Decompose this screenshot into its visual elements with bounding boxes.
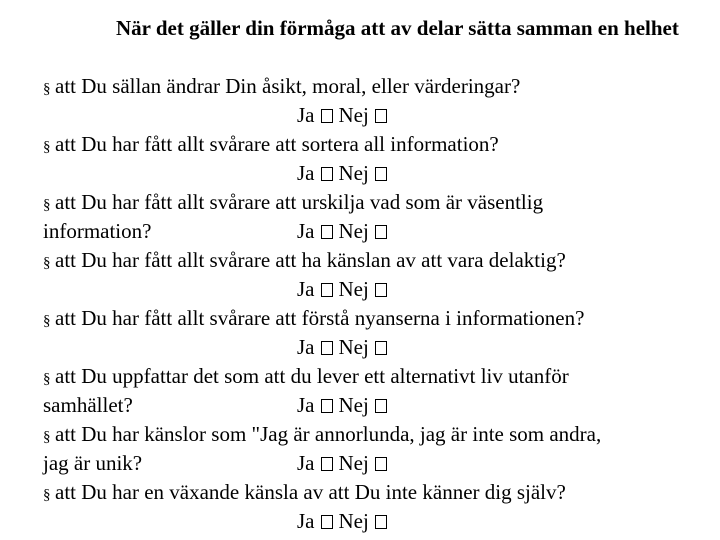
no-checkbox[interactable] [375, 341, 387, 355]
answer-options [297, 449, 393, 478]
yes-checkbox[interactable] [321, 109, 333, 123]
yes-checkbox[interactable] [321, 341, 333, 355]
question-item [43, 304, 713, 362]
answer-options [297, 391, 393, 420]
answer-yes-label: Ja [297, 161, 315, 185]
answer-options [297, 507, 393, 536]
question-text: att Du har känslor som "Jag är annorlunda, jag är inte som andra, [55, 422, 602, 446]
question-item [43, 362, 713, 420]
question-text: att Du har fått allt svårare att urskilja vad som är väsentlig [55, 190, 544, 214]
answer-no-label: Nej [338, 335, 369, 359]
answer-no-label: Nej [338, 451, 369, 475]
bullet-icon: § [43, 139, 51, 155]
question-text-line [43, 362, 713, 391]
question-text-line [43, 420, 713, 449]
answer-yes-label: Ja [297, 451, 315, 475]
bullet-icon: § [43, 197, 51, 213]
question-text-line [43, 478, 713, 507]
answer-line [43, 449, 713, 478]
answer-yes-label: Ja [297, 277, 315, 301]
no-checkbox[interactable] [375, 399, 387, 413]
yes-checkbox[interactable] [321, 457, 333, 471]
no-checkbox[interactable] [375, 283, 387, 297]
question-item [43, 72, 713, 130]
question-text: att Du uppfattar det som att du lever ett alternativt liv utanför [55, 364, 569, 388]
answer-no-label: Nej [338, 161, 369, 185]
answer-no-label: Nej [338, 393, 369, 417]
answer-no-label: Nej [338, 277, 369, 301]
question-text-line [43, 72, 713, 101]
no-checkbox[interactable] [375, 515, 387, 529]
yes-checkbox[interactable] [321, 225, 333, 239]
answer-line [43, 391, 713, 420]
answer-options [297, 217, 393, 246]
question-text-continued: samhället? [43, 393, 133, 417]
question-text: att Du har fått allt svårare att ha känslan av att vara delaktig? [55, 248, 566, 272]
question-item [43, 420, 713, 478]
answer-yes-label: Ja [297, 509, 315, 533]
question-item [43, 246, 713, 304]
answer-line [43, 101, 713, 130]
answer-yes-label: Ja [297, 103, 315, 127]
bullet-icon: § [43, 313, 51, 329]
answer-options [297, 159, 393, 188]
yes-checkbox[interactable] [321, 399, 333, 413]
answer-no-label: Nej [338, 103, 369, 127]
answer-no-label: Nej [338, 219, 369, 243]
no-checkbox[interactable] [375, 457, 387, 471]
question-item [43, 478, 713, 536]
answer-yes-label: Ja [297, 393, 315, 417]
page-title: När det gäller din förmåga att av delar sätta samman en helhet [116, 16, 679, 40]
answer-line [43, 159, 713, 188]
question-text: att Du har fått allt svårare att förstå nyanserna i informationen? [55, 306, 585, 330]
answer-yes-label: Ja [297, 335, 315, 359]
answer-yes-label: Ja [297, 219, 315, 243]
bullet-icon: § [43, 487, 51, 503]
answer-line [43, 333, 713, 362]
question-text: att Du sällan ändrar Din åsikt, moral, eller värderingar? [55, 74, 521, 98]
question-text-line [43, 246, 713, 275]
answer-line [43, 217, 713, 246]
no-checkbox[interactable] [375, 225, 387, 239]
bullet-icon: § [43, 255, 51, 271]
question-text: att Du har en växande känsla av att Du inte känner dig själv? [55, 480, 566, 504]
no-checkbox[interactable] [375, 167, 387, 181]
answer-line [43, 275, 713, 304]
answer-line [43, 507, 713, 536]
no-checkbox[interactable] [375, 109, 387, 123]
question-list [43, 72, 713, 536]
question-text-continued: jag är unik? [43, 451, 143, 475]
yes-checkbox[interactable] [321, 283, 333, 297]
question-text-line [43, 130, 713, 159]
yes-checkbox[interactable] [321, 167, 333, 181]
question-text-line [43, 188, 713, 217]
yes-checkbox[interactable] [321, 515, 333, 529]
question-item [43, 188, 713, 246]
bullet-icon: § [43, 371, 51, 387]
question-text-line [43, 304, 713, 333]
answer-options [297, 101, 393, 130]
bullet-icon: § [43, 81, 51, 97]
question-text: att Du har fått allt svårare att sortera all information? [55, 132, 499, 156]
question-text-continued: information? [43, 219, 152, 243]
bullet-icon: § [43, 429, 51, 445]
answer-no-label: Nej [338, 509, 369, 533]
question-item [43, 130, 713, 188]
answer-options [297, 333, 393, 362]
answer-options [297, 275, 393, 304]
